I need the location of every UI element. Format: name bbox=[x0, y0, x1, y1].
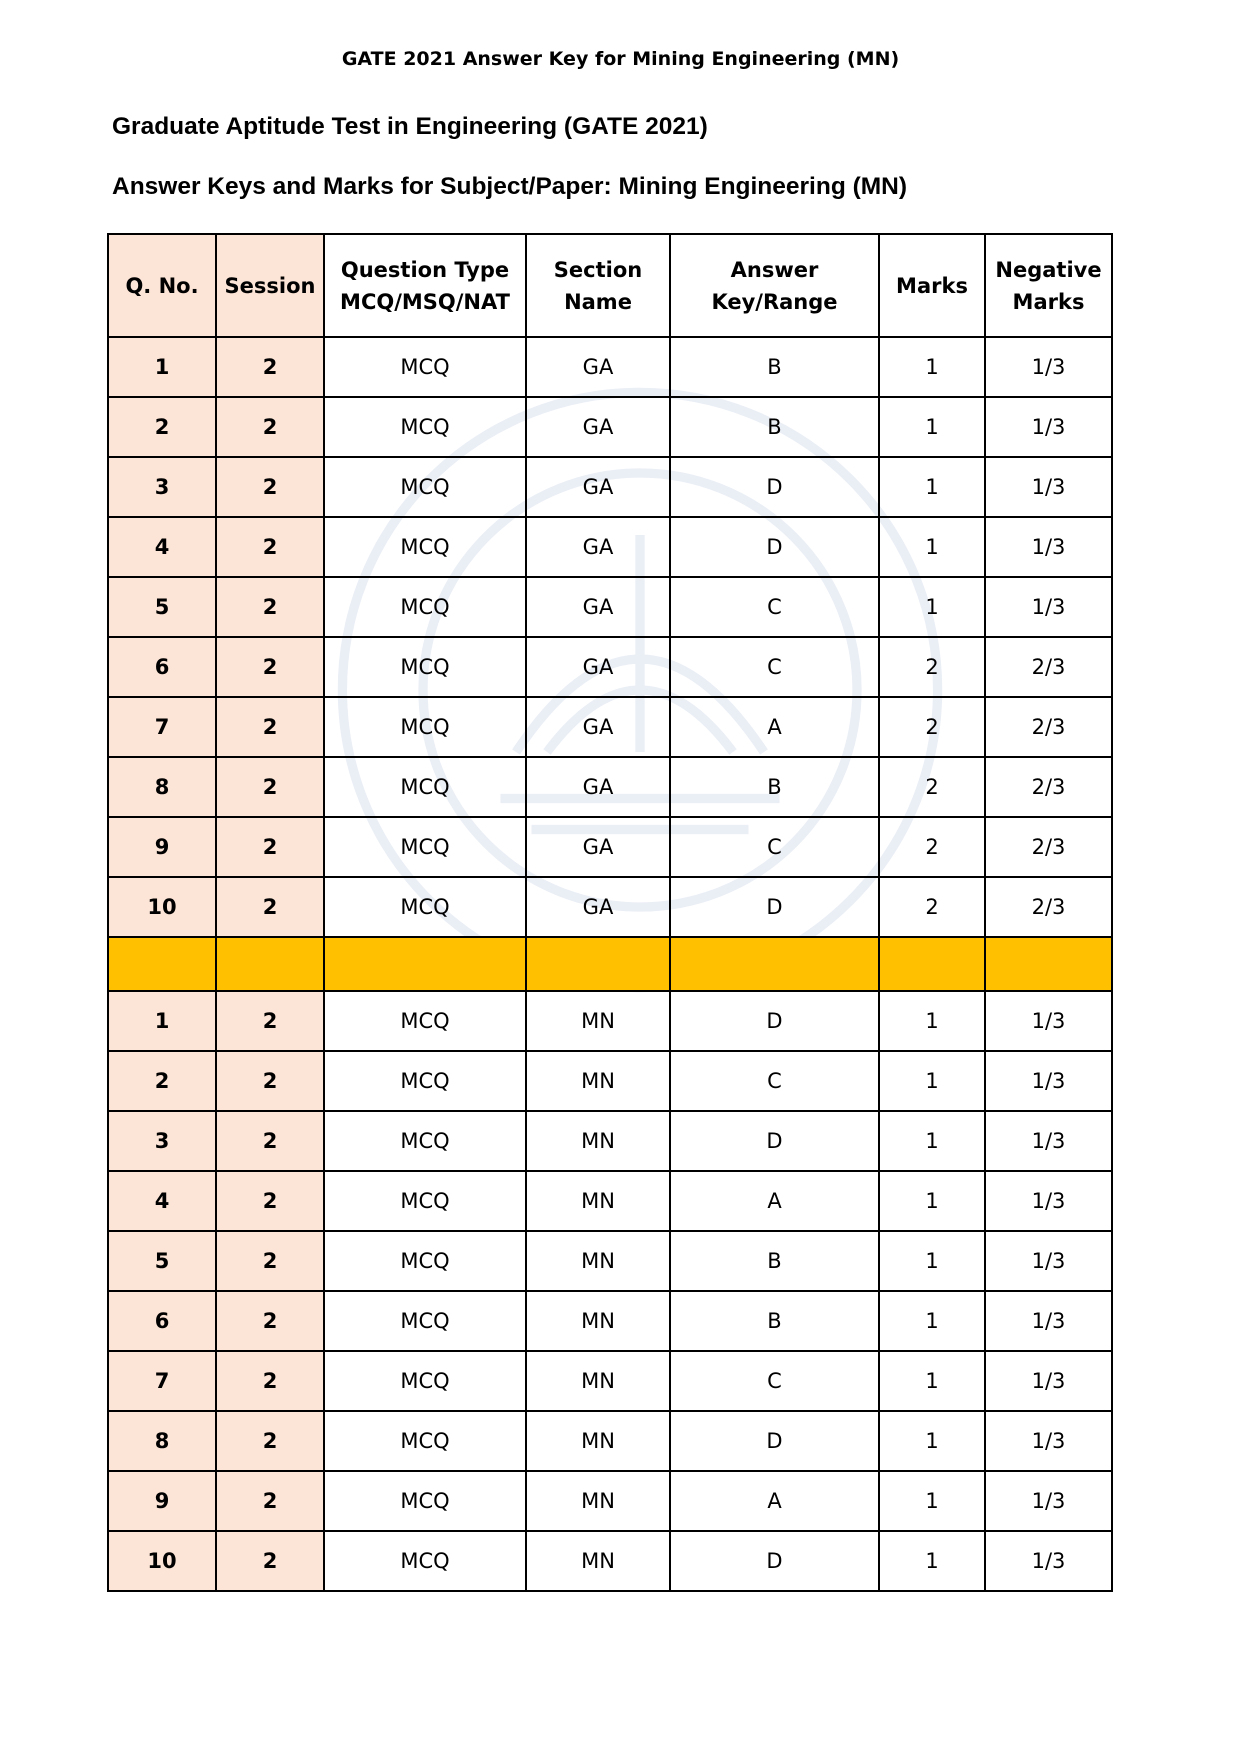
separator-cell bbox=[526, 937, 670, 991]
separator-cell bbox=[324, 937, 526, 991]
header-negative-marks-line2: Marks bbox=[1012, 289, 1085, 314]
cell-session: 2 bbox=[216, 1531, 324, 1591]
table-row bbox=[108, 1051, 1112, 1111]
cell-answer-key: B bbox=[670, 1231, 879, 1291]
header-question-type-line1: Question Type bbox=[340, 257, 510, 282]
cell-question-type: MCQ bbox=[324, 397, 526, 457]
table-row bbox=[108, 697, 1112, 757]
cell-answer-key: D bbox=[670, 457, 879, 517]
cell-marks: 1 bbox=[879, 1291, 985, 1351]
cell-qno: 2 bbox=[108, 397, 216, 457]
cell-answer-key: D bbox=[670, 1411, 879, 1471]
cell-section-name: MN bbox=[526, 1231, 670, 1291]
header-section-name-line2: Name bbox=[564, 289, 632, 314]
cell-marks: 1 bbox=[879, 1411, 985, 1471]
table-row bbox=[108, 1171, 1112, 1231]
cell-session: 2 bbox=[216, 1231, 324, 1291]
cell-negative-marks: 2/3 bbox=[985, 757, 1112, 817]
cell-negative-marks: 1/3 bbox=[985, 517, 1112, 577]
cell-marks: 1 bbox=[879, 991, 985, 1051]
cell-qno: 3 bbox=[108, 457, 216, 517]
separator-cell bbox=[216, 937, 324, 991]
cell-answer-key: C bbox=[670, 637, 879, 697]
cell-negative-marks: 1/3 bbox=[985, 1171, 1112, 1231]
cell-section-name: GA bbox=[526, 637, 670, 697]
cell-answer-key: C bbox=[670, 577, 879, 637]
cell-negative-marks: 1/3 bbox=[985, 1351, 1112, 1411]
cell-qno: 5 bbox=[108, 577, 216, 637]
cell-section-name: GA bbox=[526, 757, 670, 817]
cell-question-type: MCQ bbox=[324, 1471, 526, 1531]
cell-qno: 3 bbox=[108, 1111, 216, 1171]
cell-section-name: MN bbox=[526, 1411, 670, 1471]
table-row bbox=[108, 817, 1112, 877]
cell-marks: 1 bbox=[879, 517, 985, 577]
cell-section-name: MN bbox=[526, 991, 670, 1051]
table-header-row bbox=[108, 234, 1112, 337]
cell-negative-marks: 1/3 bbox=[985, 337, 1112, 397]
ga-section-rows bbox=[108, 337, 1112, 937]
table-row bbox=[108, 1291, 1112, 1351]
cell-qno: 10 bbox=[108, 1531, 216, 1591]
table-row bbox=[108, 1351, 1112, 1411]
table-row bbox=[108, 457, 1112, 517]
page-title: Graduate Aptitude Test in Engineering (GATE 2021) bbox=[112, 113, 708, 140]
cell-session: 2 bbox=[216, 457, 324, 517]
cell-section-name: GA bbox=[526, 817, 670, 877]
cell-negative-marks: 2/3 bbox=[985, 697, 1112, 757]
cell-section-name: MN bbox=[526, 1531, 670, 1591]
cell-negative-marks: 1/3 bbox=[985, 1531, 1112, 1591]
separator-cell bbox=[670, 937, 879, 991]
cell-session: 2 bbox=[216, 517, 324, 577]
cell-marks: 1 bbox=[879, 1111, 985, 1171]
cell-session: 2 bbox=[216, 757, 324, 817]
header-question-type-line2: MCQ/MSQ/NAT bbox=[340, 289, 510, 314]
cell-section-name: GA bbox=[526, 697, 670, 757]
mn-section-rows bbox=[108, 991, 1112, 1591]
separator-cell bbox=[108, 937, 216, 991]
cell-qno: 8 bbox=[108, 757, 216, 817]
cell-section-name: GA bbox=[526, 397, 670, 457]
cell-session: 2 bbox=[216, 337, 324, 397]
separator-cell bbox=[985, 937, 1112, 991]
cell-qno: 6 bbox=[108, 1291, 216, 1351]
cell-marks: 2 bbox=[879, 817, 985, 877]
cell-marks: 2 bbox=[879, 877, 985, 937]
table-row bbox=[108, 1531, 1112, 1591]
cell-negative-marks: 2/3 bbox=[985, 637, 1112, 697]
cell-question-type: MCQ bbox=[324, 1291, 526, 1351]
cell-question-type: MCQ bbox=[324, 517, 526, 577]
cell-negative-marks: 1/3 bbox=[985, 1471, 1112, 1531]
cell-question-type: MCQ bbox=[324, 1171, 526, 1231]
cell-marks: 1 bbox=[879, 337, 985, 397]
cell-session: 2 bbox=[216, 1411, 324, 1471]
header-session: Session bbox=[216, 234, 324, 337]
table-row bbox=[108, 337, 1112, 397]
cell-negative-marks: 1/3 bbox=[985, 1231, 1112, 1291]
cell-marks: 1 bbox=[879, 397, 985, 457]
cell-question-type: MCQ bbox=[324, 877, 526, 937]
cell-qno: 2 bbox=[108, 1051, 216, 1111]
cell-qno: 1 bbox=[108, 991, 216, 1051]
table-row bbox=[108, 877, 1112, 937]
table-row bbox=[108, 397, 1112, 457]
section-separator-row bbox=[108, 937, 1112, 991]
cell-qno: 4 bbox=[108, 517, 216, 577]
table-row bbox=[108, 637, 1112, 697]
cell-question-type: MCQ bbox=[324, 1231, 526, 1291]
cell-session: 2 bbox=[216, 817, 324, 877]
cell-marks: 2 bbox=[879, 697, 985, 757]
cell-section-name: MN bbox=[526, 1171, 670, 1231]
cell-section-name: MN bbox=[526, 1051, 670, 1111]
cell-qno: 9 bbox=[108, 817, 216, 877]
table-row bbox=[108, 517, 1112, 577]
cell-section-name: GA bbox=[526, 577, 670, 637]
separator-cell bbox=[879, 937, 985, 991]
cell-section-name: MN bbox=[526, 1351, 670, 1411]
cell-question-type: MCQ bbox=[324, 991, 526, 1051]
cell-qno: 8 bbox=[108, 1411, 216, 1471]
cell-session: 2 bbox=[216, 991, 324, 1051]
cell-qno: 6 bbox=[108, 637, 216, 697]
table-row bbox=[108, 757, 1112, 817]
header-answer-key: Answer Key/Range bbox=[670, 234, 879, 337]
cell-negative-marks: 1/3 bbox=[985, 1051, 1112, 1111]
cell-question-type: MCQ bbox=[324, 637, 526, 697]
page-subtitle: Answer Keys and Marks for Subject/Paper: Mining Engineering (MN) bbox=[112, 173, 908, 200]
header-qno: Q. No. bbox=[108, 234, 216, 337]
cell-section-name: GA bbox=[526, 877, 670, 937]
header-section-name-line1: Section bbox=[553, 257, 643, 282]
cell-question-type: MCQ bbox=[324, 1411, 526, 1471]
cell-answer-key: C bbox=[670, 1351, 879, 1411]
cell-answer-key: D bbox=[670, 877, 879, 937]
page-header: GATE 2021 Answer Key for Mining Engineering (MN) bbox=[341, 48, 900, 70]
cell-section-name: MN bbox=[526, 1111, 670, 1171]
cell-qno: 4 bbox=[108, 1171, 216, 1231]
cell-session: 2 bbox=[216, 697, 324, 757]
cell-session: 2 bbox=[216, 1051, 324, 1111]
cell-negative-marks: 1/3 bbox=[985, 577, 1112, 637]
cell-marks: 1 bbox=[879, 1471, 985, 1531]
cell-question-type: MCQ bbox=[324, 757, 526, 817]
cell-marks: 1 bbox=[879, 1351, 985, 1411]
cell-answer-key: B bbox=[670, 757, 879, 817]
header-negative-marks-line1: Negative bbox=[995, 257, 1102, 282]
cell-section-name: GA bbox=[526, 457, 670, 517]
cell-question-type: MCQ bbox=[324, 1531, 526, 1591]
cell-session: 2 bbox=[216, 637, 324, 697]
cell-question-type: MCQ bbox=[324, 337, 526, 397]
cell-session: 2 bbox=[216, 877, 324, 937]
cell-answer-key: D bbox=[670, 991, 879, 1051]
cell-answer-key: A bbox=[670, 1171, 879, 1231]
cell-section-name: MN bbox=[526, 1291, 670, 1351]
cell-answer-key: B bbox=[670, 337, 879, 397]
cell-answer-key: C bbox=[670, 1051, 879, 1111]
separator-section bbox=[108, 937, 1112, 991]
cell-section-name: MN bbox=[526, 1471, 670, 1531]
cell-negative-marks: 1/3 bbox=[985, 991, 1112, 1051]
cell-answer-key: A bbox=[670, 1471, 879, 1531]
table-row bbox=[108, 1411, 1112, 1471]
cell-qno: 7 bbox=[108, 1351, 216, 1411]
cell-negative-marks: 1/3 bbox=[985, 457, 1112, 517]
cell-session: 2 bbox=[216, 577, 324, 637]
cell-negative-marks: 2/3 bbox=[985, 817, 1112, 877]
table-row bbox=[108, 991, 1112, 1051]
cell-section-name: GA bbox=[526, 517, 670, 577]
cell-marks: 1 bbox=[879, 1231, 985, 1291]
cell-session: 2 bbox=[216, 1471, 324, 1531]
cell-qno: 10 bbox=[108, 877, 216, 937]
cell-question-type: MCQ bbox=[324, 457, 526, 517]
cell-marks: 1 bbox=[879, 1051, 985, 1111]
cell-section-name: GA bbox=[526, 337, 670, 397]
cell-answer-key: B bbox=[670, 1291, 879, 1351]
cell-answer-key: D bbox=[670, 1531, 879, 1591]
cell-session: 2 bbox=[216, 1351, 324, 1411]
cell-marks: 1 bbox=[879, 457, 985, 517]
cell-qno: 1 bbox=[108, 337, 216, 397]
cell-question-type: MCQ bbox=[324, 1351, 526, 1411]
cell-qno: 5 bbox=[108, 1231, 216, 1291]
answer-key-table bbox=[107, 233, 1113, 1592]
header-section-name bbox=[526, 234, 670, 337]
cell-marks: 2 bbox=[879, 757, 985, 817]
cell-question-type: MCQ bbox=[324, 697, 526, 757]
cell-session: 2 bbox=[216, 1291, 324, 1351]
header-marks: Marks bbox=[879, 234, 985, 337]
cell-answer-key: B bbox=[670, 397, 879, 457]
cell-qno: 9 bbox=[108, 1471, 216, 1531]
header-question-type bbox=[324, 234, 526, 337]
cell-question-type: MCQ bbox=[324, 1051, 526, 1111]
cell-answer-key: D bbox=[670, 517, 879, 577]
cell-answer-key: D bbox=[670, 1111, 879, 1171]
cell-qno: 7 bbox=[108, 697, 216, 757]
cell-session: 2 bbox=[216, 1171, 324, 1231]
cell-marks: 1 bbox=[879, 1531, 985, 1591]
cell-question-type: MCQ bbox=[324, 817, 526, 877]
table-row bbox=[108, 577, 1112, 637]
header-negative-marks bbox=[985, 234, 1112, 337]
cell-negative-marks: 1/3 bbox=[985, 397, 1112, 457]
cell-negative-marks: 2/3 bbox=[985, 877, 1112, 937]
cell-question-type: MCQ bbox=[324, 1111, 526, 1171]
cell-answer-key: A bbox=[670, 697, 879, 757]
table-row bbox=[108, 1111, 1112, 1171]
table-row bbox=[108, 1231, 1112, 1291]
cell-question-type: MCQ bbox=[324, 577, 526, 637]
cell-session: 2 bbox=[216, 397, 324, 457]
cell-marks: 2 bbox=[879, 637, 985, 697]
cell-negative-marks: 1/3 bbox=[985, 1111, 1112, 1171]
cell-marks: 1 bbox=[879, 1171, 985, 1231]
table-row bbox=[108, 1471, 1112, 1531]
cell-negative-marks: 1/3 bbox=[985, 1291, 1112, 1351]
cell-marks: 1 bbox=[879, 577, 985, 637]
cell-negative-marks: 1/3 bbox=[985, 1411, 1112, 1471]
cell-session: 2 bbox=[216, 1111, 324, 1171]
cell-answer-key: C bbox=[670, 817, 879, 877]
